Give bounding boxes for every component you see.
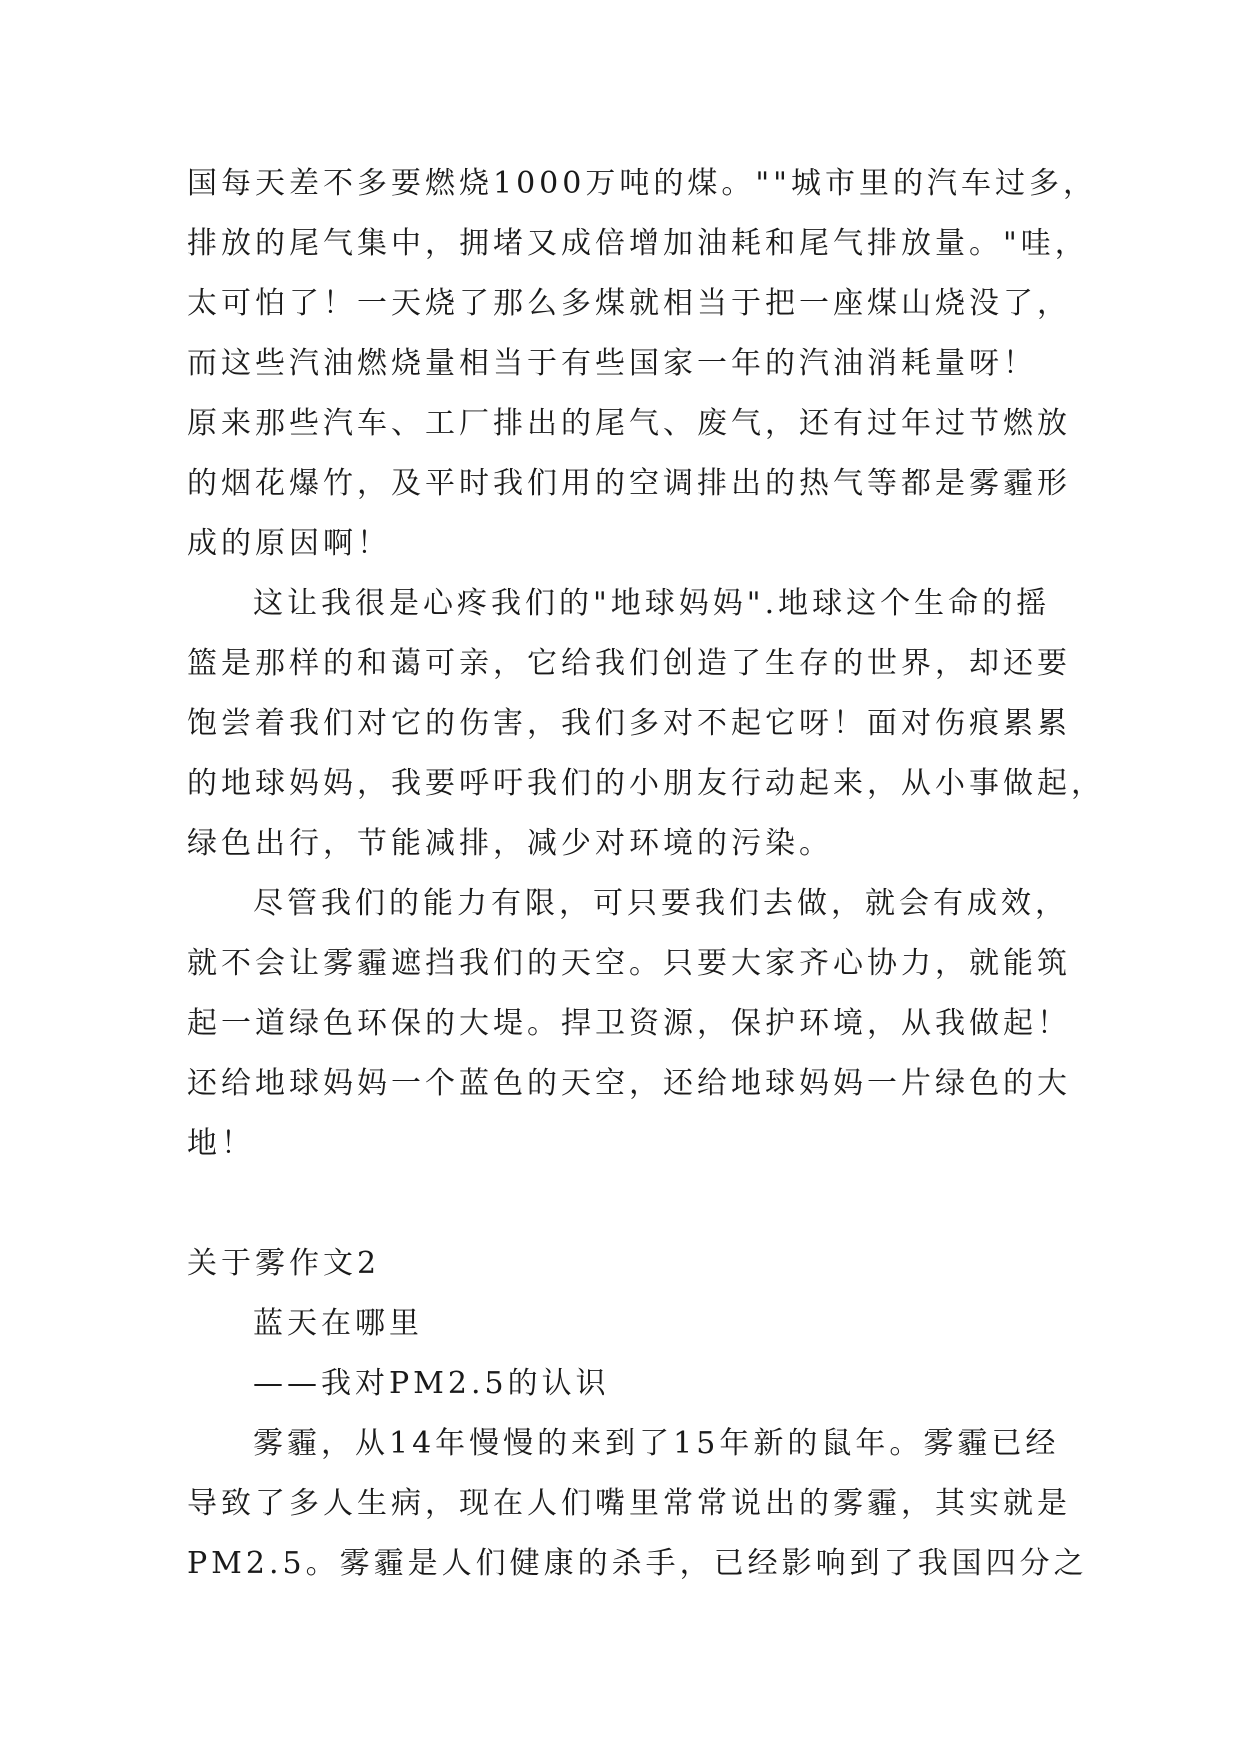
text-line: 绿色出行，节能减排，减少对环境的污染。: [187, 826, 833, 861]
text-line: 国每天差不多要燃烧1000万吨的煤。""城市里的汽车过多，: [187, 166, 1097, 201]
text-line: 这让我很是心疼我们的"地球妈妈".地球这个生命的摇: [253, 586, 1051, 621]
text-line: 的烟花爆竹，及平时我们用的空调排出的热气等都是雾霾形: [187, 466, 1071, 501]
paragraph-spacer: [187, 1174, 1067, 1234]
text-line: 导致了多人生病，现在人们嘴里常常说出的雾霾，其实就是: [187, 1486, 1071, 1521]
text-line: 排放的尾气集中，拥堵又成倍增加油耗和尾气排放量。"哇，: [187, 226, 1089, 261]
text-line: 成的原因啊！: [187, 526, 391, 561]
text-line: 太可怕了！一天烧了那么多煤就相当于把一座煤山烧没了，: [187, 286, 1071, 321]
paragraph-continued: [187, 154, 1097, 574]
text-line: 就不会让雾霾遮挡我们的天空。只要大家齐心协力，就能筑: [187, 946, 1071, 981]
text-line: 起一道绿色环保的大堤。捍卫资源，保护环境，从我做起！: [187, 1006, 1071, 1041]
text-line: 还给地球妈妈一个蓝色的天空，还给地球妈妈一片绿色的大: [187, 1066, 1071, 1101]
paragraph-call-to-action: [187, 874, 1071, 1174]
paragraph-earth-mother: [187, 574, 1105, 874]
text-line: 饱尝着我们对它的伤害，我们多对不起它呀！面对伤痕累累: [187, 706, 1071, 741]
essay-subtitle: ——我对PM2.5的认识: [253, 1366, 610, 1401]
text-line: PM2.5。雾霾是人们健康的杀手，已经影响到了我国四分之: [187, 1546, 1088, 1581]
text-line: 地！: [187, 1126, 255, 1161]
paragraph-smog-intro: [187, 1414, 1088, 1594]
text-line: 篮是那样的和蔼可亲，它给我们创造了生存的世界，却还要: [187, 646, 1071, 681]
text-line: 而这些汽油燃烧量相当于有些国家一年的汽油消耗量呀！: [187, 346, 1037, 381]
essay-title: 蓝天在哪里: [253, 1306, 423, 1341]
document-body: [187, 154, 1105, 1594]
section-heading: 关于雾作文2: [187, 1246, 381, 1281]
text-line: 原来那些汽车、工厂排出的尾气、废气，还有过年过节燃放: [187, 406, 1071, 441]
text-line: 雾霾，从14年慢慢的来到了15年新的鼠年。雾霾已经: [253, 1426, 1060, 1461]
text-line: 尽管我们的能力有限，可只要我们去做，就会有成效，: [253, 886, 1069, 921]
text-line: 的地球妈妈，我要呼吁我们的小朋友行动起来，从小事做起，: [187, 766, 1105, 801]
